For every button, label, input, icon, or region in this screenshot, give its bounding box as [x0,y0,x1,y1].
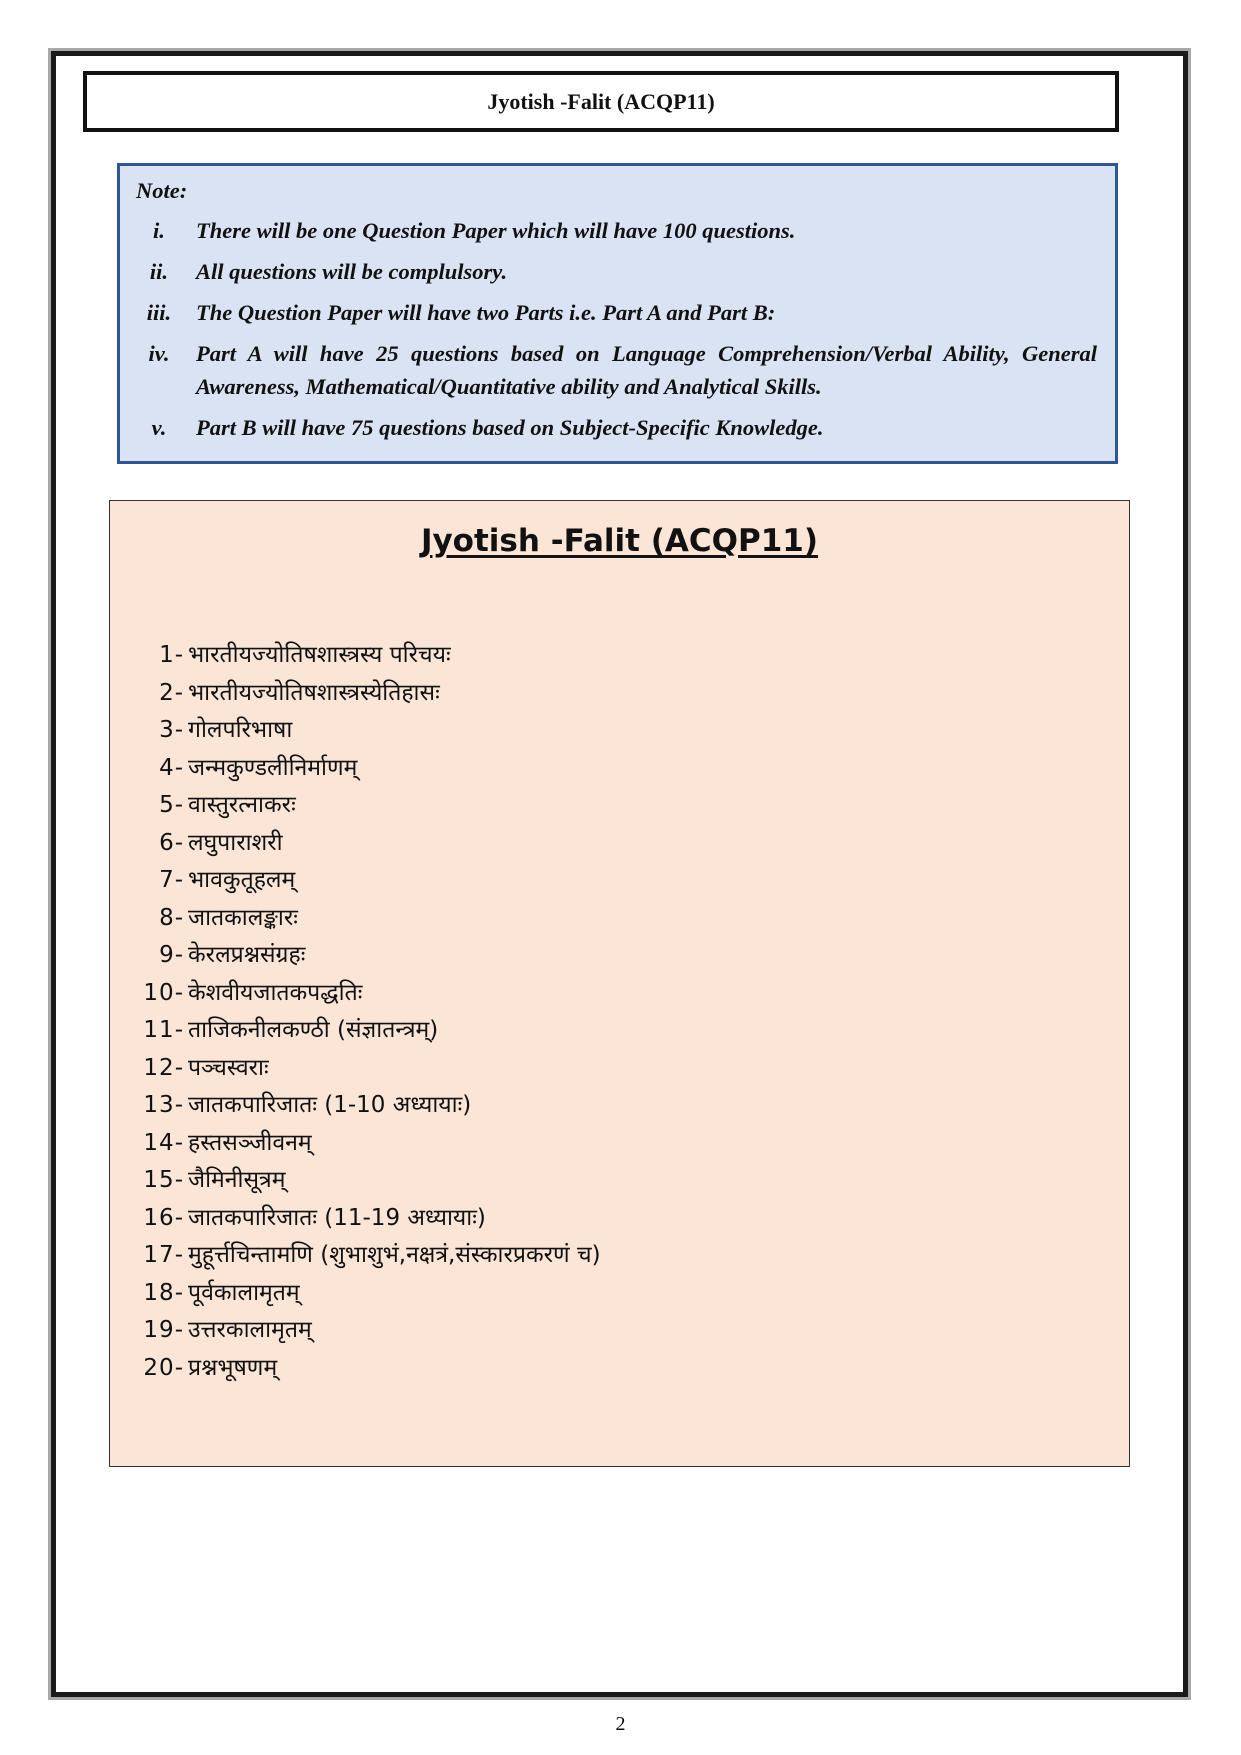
topic-text: गोलपरिभाषा [188,717,293,743]
topic-item [138,1125,601,1163]
topic-number: 18- [143,1279,184,1306]
topic-number: 2- [159,679,184,706]
topic-number: 16- [143,1204,184,1231]
topic-number: 20- [143,1354,184,1381]
topic-text: हस्तसञ्जीवनम् [188,1129,312,1156]
page-title: Jyotish -Falit (ACQP11) [487,88,715,114]
topic-item [138,1312,601,1350]
topic-text: मुहूर्त्तचिन्तामणि (शुभाशुभं,नक्षत्रं,संस्कारप्रकरणं च) [188,1242,601,1268]
topic-list [138,637,601,1387]
note-item-text: All questions will be complulsory. [196,259,508,284]
note-item-text: Part A will have 25 questions based on Language Comprehension/Verbal Ability, General Awareness, Mathematical/Quantitative ability and Analytical Skills. [196,341,1097,399]
note-item-number: ii. [149,259,169,284]
topic-text: उत्तरकालामृतम् [188,1317,312,1343]
topic-text: ताजिकनीलकण्ठी (संज्ञातन्त्रम्) [188,1017,439,1043]
topic-text: जातकालङ्कारः [188,904,298,931]
note-item-text: Part B will have 75 questions based on Subject-Specific Knowledge. [196,415,824,440]
topic-text: जातकपारिजातः (1-10 अध्यायाः) [188,1092,472,1118]
note-item [136,411,1099,444]
note-item-text: There will be one Question Paper which will have 100 questions. [196,218,796,243]
header-box [83,71,1119,132]
topic-text: जैमिनीसूत्रम् [188,1167,286,1193]
topic-number: 8- [159,904,184,931]
topic-item [138,750,601,788]
topic-item [138,1275,601,1313]
note-item [136,296,1099,329]
topic-item [138,675,601,713]
page-number: 2 [615,1713,626,1735]
topic-item [138,1200,601,1238]
topic-item [138,1050,601,1088]
topic-text: केशवीयजातकपद्धतिः [188,979,363,1006]
topic-item [138,975,601,1013]
topic-number: 7- [159,867,184,893]
topic-number: 12- [143,1054,184,1081]
topic-number: 15- [143,1167,184,1193]
topic-item [138,937,601,975]
topic-number: 19- [143,1317,184,1343]
topic-text: जातकपारिजातः (11-19 अध्यायाः) [188,1204,486,1231]
topic-item [138,862,601,900]
syllabus-title: Jyotish -Falit (ACQP11) [420,523,819,559]
note-item [136,255,1099,288]
topic-text: भारतीयज्योतिषशास्त्रस्येतिहासः [188,679,440,706]
topic-item [138,1237,601,1275]
topic-number: 10- [143,979,184,1006]
topic-number: 13- [143,1092,184,1118]
note-item [136,337,1099,403]
topic-item [138,1087,601,1125]
topic-number: 14- [143,1129,184,1156]
topic-item [138,1012,601,1050]
syllabus-box [109,500,1130,1467]
topic-number: 17- [143,1242,184,1268]
topic-number: 4- [159,754,184,781]
topic-item [138,1350,601,1388]
topic-item [138,900,601,938]
topic-number: 5- [159,792,184,818]
note-item-number: i. [153,218,165,243]
topic-text: पूर्वकालामृतम् [188,1279,300,1306]
topic-number: 6- [159,829,184,856]
topic-text: भावकुतूहलम् [188,867,296,893]
topic-text: प्रश्नभूषणम् [188,1354,278,1381]
topic-item [138,637,601,675]
topic-text: केरलप्रश्नसंग्रहः [188,942,306,968]
topic-item [138,825,601,863]
topic-text: लघुपाराशरी [188,829,283,856]
topic-item [138,1162,601,1200]
note-label: Note: [136,178,188,203]
topic-item [138,712,601,750]
topic-number: 9- [159,942,184,968]
note-box [117,163,1118,464]
note-item-text: The Question Paper will have two Parts i.e. Part A and Part B: [196,300,776,325]
topic-number: 3- [159,717,184,743]
topic-item [138,787,601,825]
note-item-number: iii. [146,300,172,325]
note-item-number: v. [151,415,167,440]
topic-text: वास्तुरत्नाकरः [188,792,296,818]
topic-text: भारतीयज्योतिषशास्त्रस्य परिचयः [188,642,451,668]
note-item-number: iv. [148,341,170,366]
topic-number: 11- [143,1017,184,1043]
topic-number: 1- [159,642,184,668]
note-item [136,214,1099,247]
topic-text: जन्मकुण्डलीनिर्माणम् [188,754,358,781]
topic-text: पञ्चस्वराः [188,1054,269,1081]
